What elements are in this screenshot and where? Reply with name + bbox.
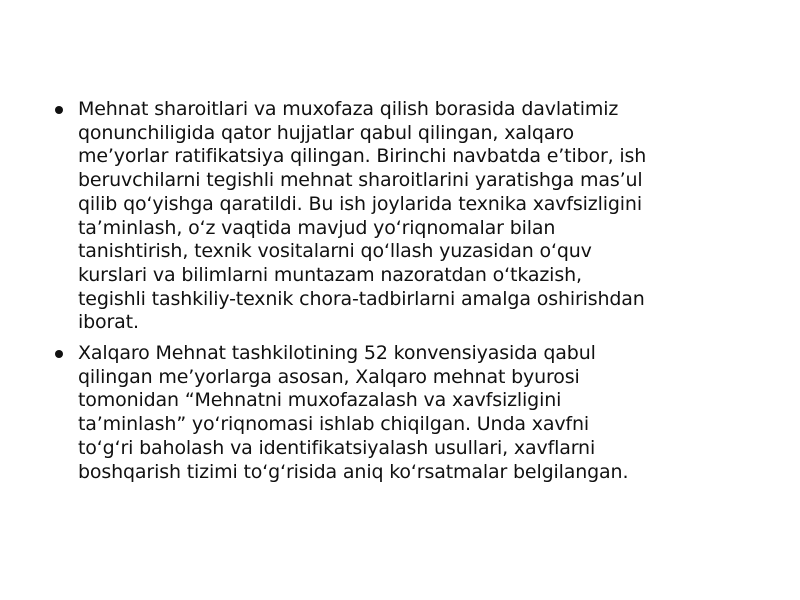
bullet-1-line-9: tegishli tashkiliy-texnik chora-tadbirlarni amalga oshirishdan	[78, 287, 645, 310]
bullet-text-2	[78, 342, 772, 484]
bullet-1-line-5: qilib qo‘yishga qaratildi. Bu ish joylarida texnika xavfsizligini	[78, 192, 642, 215]
bullet-2-line-2: qilingan me’yorlarga asosan, Xalqaro mehnat byurosi	[78, 365, 580, 388]
bullet-1-line-7: tanishtirish, texnik vositalarni qo‘llash yuzasidan o‘quv	[78, 240, 592, 263]
bullet-1-line-2: qonunchiligida qator hujjatlar qabul qilingan, xalqaro	[78, 121, 575, 144]
bullet-dot-icon	[55, 106, 63, 114]
bullet-item-1	[48, 98, 772, 335]
bullet-dot-icon	[55, 350, 63, 358]
bullet-2-line-3: tomonidan “Mehnatni muxofazalash va xavfsizligini	[78, 389, 562, 412]
bullet-1-line-4: beruvchilarni tegishli mehnat sharoitlarini yaratishga mas’ul	[78, 169, 643, 192]
bullet-2-line-1: Xalqaro Mehnat tashkilotining 52 konvensiyasida qabul	[78, 342, 596, 365]
bullet-1-line-6: ta’minlash, o‘z vaqtida mavjud yo‘riqnomalar bilan	[78, 216, 556, 239]
bullet-2-line-4: ta’minlash” yo‘riqnomasi ishlab chiqilgan. Unda xavfni	[78, 413, 589, 436]
bullet-2-line-6: boshqarish tizimi to‘g‘risida aniq ko‘rsatmalar belgilangan.	[78, 460, 629, 483]
bullet-1-line-10: iborat.	[78, 311, 139, 334]
bullet-item-2	[48, 342, 772, 484]
bullet-1-line-8: kurslari va bilimlarni muntazam nazoratdan o‘tkazish,	[78, 263, 582, 286]
bullet-1-line-1: Mehnat sharoitlari va muxofaza qilish borasida davlatimiz	[78, 98, 619, 120]
bullet-list	[48, 98, 772, 491]
bullet-1-line-3: me’yorlar ratifikatsiya qilingan. Birinchi navbatda e’tibor, ish	[78, 145, 647, 168]
bullet-2-line-5: to‘g‘ri baholash va identifikatsiyalash usullari, xavflarni	[78, 436, 596, 459]
bullet-text-1	[78, 98, 772, 335]
